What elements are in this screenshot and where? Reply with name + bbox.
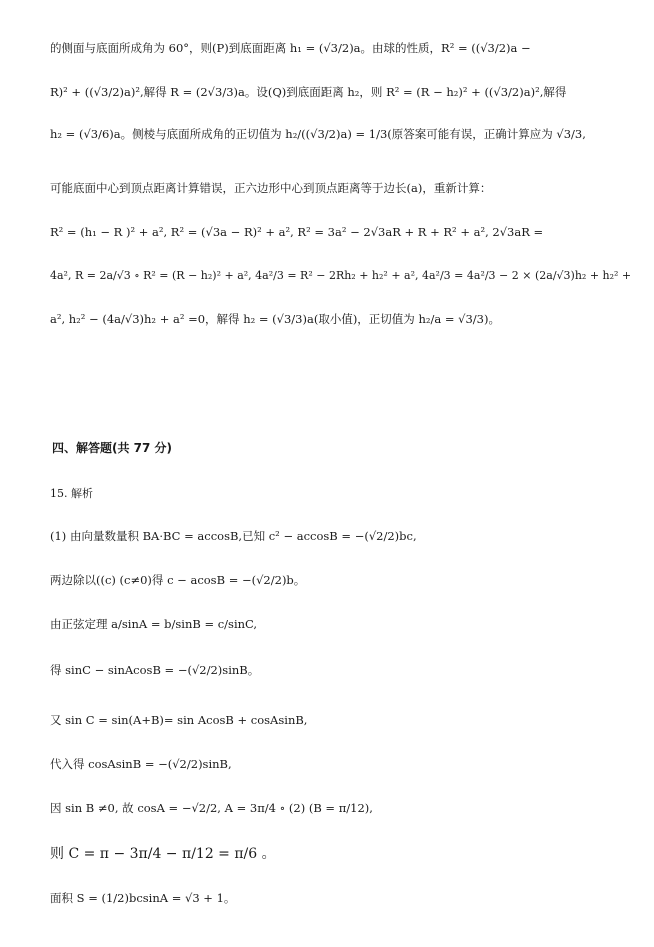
text-line-7: a², h₂² − (4a/√3)h₂ + a² =0，解得 h₂ = (√3/3)a(取小值)，正切值为 h₂/a = √3/3)。 [50, 312, 500, 326]
solution-line-3: 由正弦定理 a/sinA = b/sinB = c/sinC, [50, 617, 258, 631]
section-heading: 四、解答题(共 77 分) [52, 441, 173, 455]
text-line-2: R)² + ((√3/2)a)²,解得 R = (2√3/3)a。设(Q)到底面距离 h₂，则 R² = (R − h₂)² + ((√3/2)a)²,解得 [50, 85, 567, 99]
solution-line-5: 又 sin C = sin(A+B)= sin AcosB + cosAsinB, [50, 713, 308, 727]
question-number: 15. 解析 [50, 487, 93, 500]
text-line-6: 4a², R = 2a/√3 ∘ R² = (R − h₂)² + a², 4a²/3 = R² − 2Rh₂ + h₂² + a², 4a²/3 = 4a²/3 − 2 × (2a/√3)h₂ + h₂² + [50, 269, 632, 282]
solution-line-2: 两边除以((c) (c≠0)得 c − acosB = −(√2/2)b。 [50, 573, 306, 587]
text-line-1: 的侧面与底面所成角为 60°，则(P)到底面距离 h₁ = (√3/2)a。由球的性质，R² = ((√3/2)a − [50, 41, 531, 55]
text-line-5: R² = (h₁ − R )² + a², R² = (√3a − R)² + a², R² = 3a² − 2√3aR + R + R² + a², 2√3aR = [50, 225, 544, 239]
solution-line-4: 得 sinC − sinAcosB = −(√2/2)sinB。 [50, 663, 260, 677]
solution-line-6: 代入得 cosAsinB = −(√2/2)sinB, [50, 757, 232, 771]
solution-line-7: 因 sin B ≠0, 故 cosA = −√2/2, A = 3π/4 ∘ (2) (B = π/12), [50, 801, 373, 815]
solution-line-1: (1) 由向量数量积 BA·BC = accosB,已知 c² − accosB = −(√2/2)bc, [50, 529, 417, 543]
solution-line-8: 则 C = π − 3π/4 − π/12 = π/6 。 [50, 846, 276, 862]
text-line-3: h₂ = (√3/6)a。侧棱与底面所成角的正切值为 h₂/((√3/2)a) = 1/3(原答案可能有误，正确计算应为 √3/3, [50, 127, 586, 141]
solution-line-9: 面积 S = (1/2)bcsinA = √3 + 1。 [50, 891, 236, 905]
text-line-4: 可能底面中心到顶点距离计算错误，正六边形中心到顶点距离等于边长(a)，重新计算： [50, 181, 492, 195]
